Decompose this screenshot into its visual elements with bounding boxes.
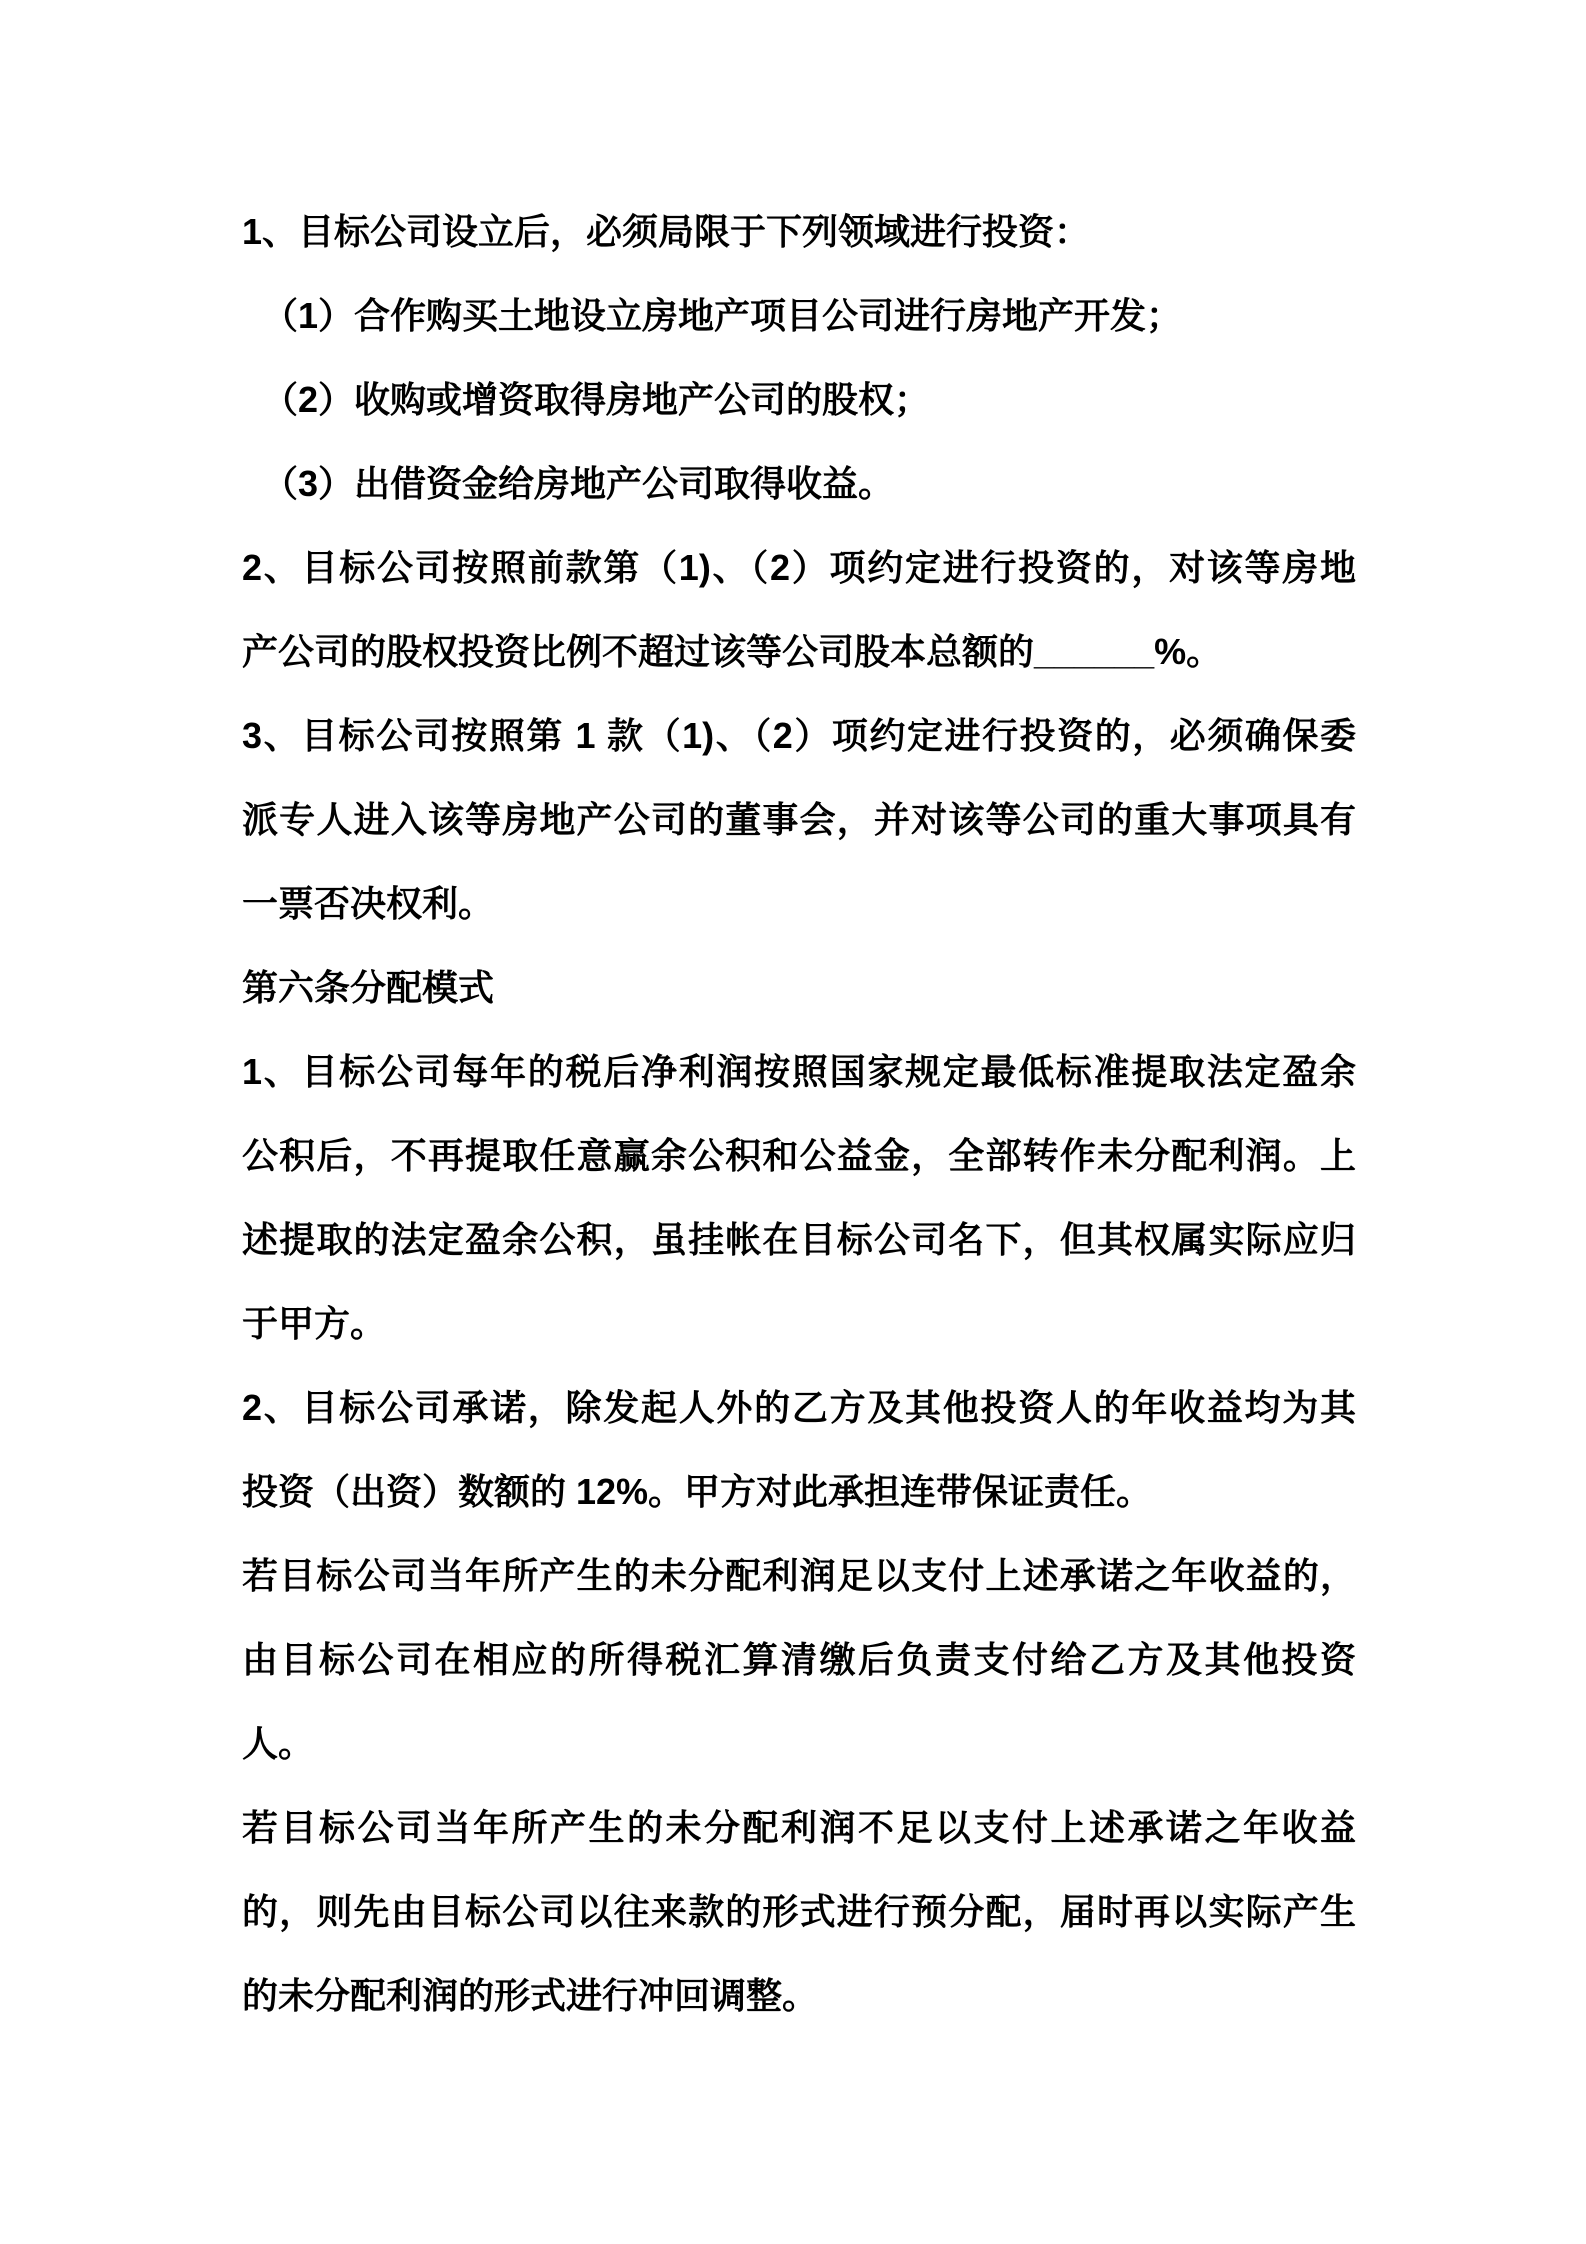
- text-line: 人。: [242, 1723, 315, 1764]
- text-line: 3、目标公司按照第 1 款（1)、（2）项约定进行投资的，必须确保委: [242, 715, 1356, 756]
- text-line: 由目标公司在相应的所得税汇算清缴后负责支付给乙方及其他投资: [242, 1639, 1356, 1680]
- text-line: 于甲方。: [242, 1303, 387, 1344]
- text-line: （1）合作购买土地设立房地产项目公司进行房地产开发；: [262, 295, 1183, 336]
- text-line: 1、目标公司每年的税后净利润按照国家规定最低标准提取法定盈余: [242, 1051, 1356, 1092]
- text-line: 派专人进入该等房地产公司的董事会，并对该等公司的重大事项具有: [242, 799, 1356, 840]
- text-line: 若目标公司当年所产生的未分配利润不足以支付上述承诺之年收益: [242, 1807, 1356, 1848]
- text-line: 若目标公司当年所产生的未分配利润足以支付上述承诺之年收益的，: [242, 1555, 1356, 1596]
- text-line: 2、目标公司承诺，除发起人外的乙方及其他投资人的年收益均为其: [242, 1387, 1356, 1428]
- text-line: 一票否决权利。: [242, 883, 495, 924]
- text-line: 的未分配利润的形式进行冲回调整。: [242, 1975, 819, 2016]
- section-heading: 第六条分配模式: [242, 967, 495, 1008]
- text-line: 1、目标公司设立后，必须局限于下列领域进行投资：: [242, 211, 1091, 252]
- document-body: [242, 190, 1356, 2038]
- text-line: 述提取的法定盈余公积，虽挂帐在目标公司名下，但其权属实际应归: [242, 1219, 1356, 1260]
- text-line: （2）收购或增资取得房地产公司的股权；: [262, 379, 931, 420]
- text-line: 的，则先由目标公司以往来款的形式进行预分配，届时再以实际产生: [242, 1891, 1356, 1932]
- text-line: 公积后，不再提取任意赢余公积和公益金，全部转作未分配利润。上: [242, 1135, 1356, 1176]
- text-line: 投资（出资）数额的 12%。甲方对此承担连带保证责任。: [242, 1471, 1153, 1512]
- text-line: 2、目标公司按照前款第（1)、（2）项约定进行投资的，对该等房地: [242, 547, 1356, 588]
- text-line: 产公司的股权投资比例不超过该等公司股本总额的______%。: [242, 631, 1223, 672]
- text-line: （3）出借资金给房地产公司取得收益。: [262, 463, 895, 504]
